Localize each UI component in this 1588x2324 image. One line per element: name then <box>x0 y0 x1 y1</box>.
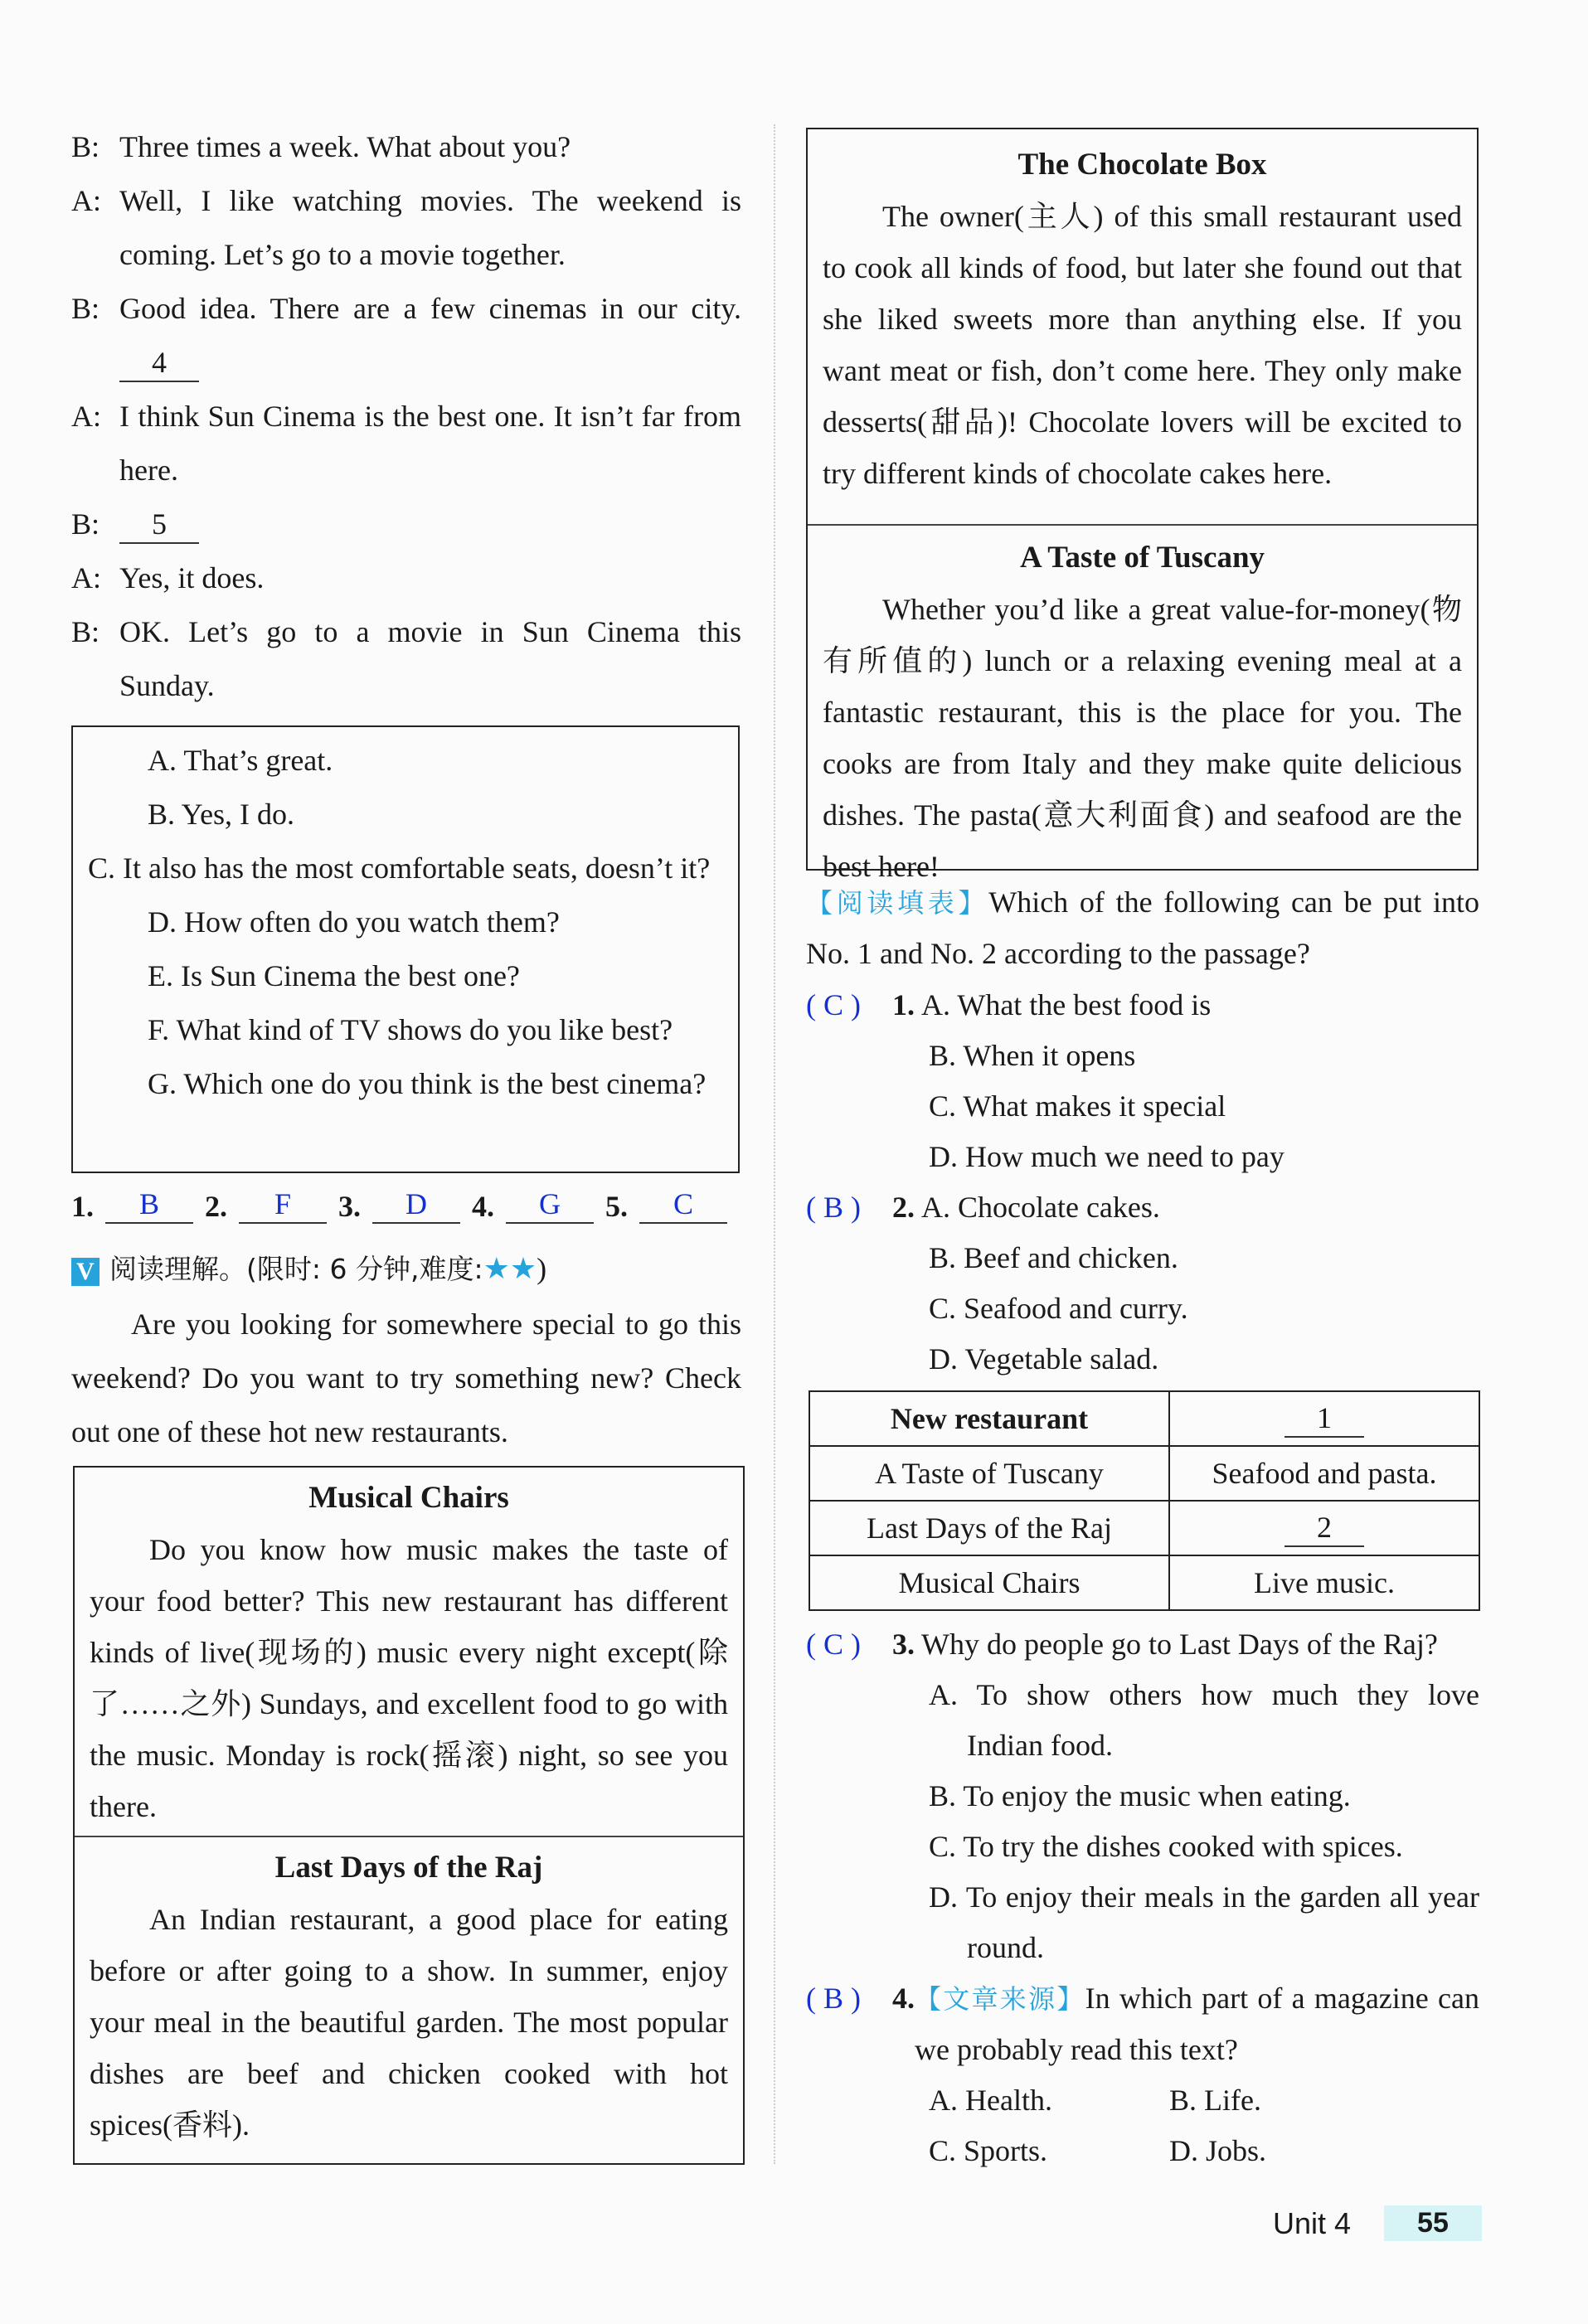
answer-blank[interactable]: 5 <box>119 506 199 544</box>
question-3: ( C ) 3. Why do people go to Last Days of the Raj? A. To show others how much they love Indian food. B. To enjoy the music when eating. C. To try the dishes cooked with spices. D. To enjoy their meals in the garden all year round. ( B ) 4. 【文章来源】In which part of a magazine can we probably read this text? A. Health. B. Life. C. Sports. D. Jobs. <box>806 1619 1479 2176</box>
answer-paren[interactable]: ( B ) <box>806 1982 861 2015</box>
dialogue-line: A: Yes, it does. <box>71 561 265 594</box>
table-row: New restaurant 1 <box>809 1391 1479 1446</box>
dialogue-line: B: OK. Let’s go to a movie in Sun Cinema this Sunday. <box>71 615 741 702</box>
table-row: A Taste of Tuscany Seafood and pasta. <box>809 1446 1479 1501</box>
option: F. What kind of TV shows do you like best? <box>148 1013 673 1046</box>
answer-paren[interactable]: ( C ) <box>806 1628 861 1661</box>
option: B. Yes, I do. <box>148 798 295 831</box>
answer-4[interactable]: G <box>506 1186 594 1224</box>
option: A. That’s great. <box>148 744 333 777</box>
dialogue-line: B: 5 <box>71 497 741 551</box>
option: C. It also has the most comfortable seats, doesn’t it? <box>88 851 711 885</box>
restaurant-table <box>809 1390 1480 1611</box>
restaurant-taste-of-tuscany: A Taste of Tuscany Whether you’d like a great value-for-money(物有所值的) lunch or a relaxing evening meal at a fantastic restaurant, this is the place for you. The cooks are from Italy and they make quite delicious dishes. The pasta(意大利面食) and seafood are the best here! <box>823 541 1462 883</box>
table-blank-1[interactable]: 1 <box>1284 1400 1364 1438</box>
answer-2[interactable]: F <box>239 1186 327 1224</box>
answer-1[interactable]: B <box>105 1186 193 1224</box>
fill-table-instruction: 【阅读填表】Which of the following can be put into No. 1 and No. 2 according to the passage? <box>806 885 1479 970</box>
answer-row: 1. B 2. F 3. D 4. G 5. C <box>71 1186 751 1224</box>
answer-paren[interactable]: ( C ) <box>806 988 861 1021</box>
restaurant-last-days-of-the-raj: Last Days of the Raj An Indian restaurant, a good place for eating before or after going to a show. In summer, enjoy your meal in the beautiful garden. The most popular dishes are beef and chicken cooked with hot spices(香料). <box>90 1851 728 2142</box>
question-1: ( C ) 1. A. What the best food is B. When it opens C. What makes it special D. How much we need to pay ( B ) 2. A. Chocolate cakes. B. Beef and chicken. C. Seafood and curry. D. Vegetable salad. <box>806 980 1479 1385</box>
unit-label: Unit 4 <box>1273 2205 1352 2240</box>
answer-paren[interactable]: ( B ) <box>806 1191 861 1224</box>
dialogue <box>71 120 741 713</box>
answer-5[interactable]: C <box>639 1186 727 1224</box>
restaurant-musical-chairs: Musical Chairs Do you know how music makes the taste of your food better? This new restaurant has different kinds of live(现场的) music every night except(除了……之外) Sundays, and excellent food to go with the music. Monday is rock(摇滚) night, so see you there. <box>90 1481 728 1823</box>
restaurant-box-left <box>73 1466 745 2165</box>
column-separator <box>774 124 775 2164</box>
footer <box>1273 2205 1482 2241</box>
section-number-badge: V <box>71 1258 100 1286</box>
page-number: 55 <box>1384 2205 1482 2241</box>
difficulty-stars: ★★ <box>483 1252 537 1285</box>
dialogue-line: A: I think Sun Cinema is the best one. It isn’t far from here. <box>71 400 741 487</box>
table-blank-2[interactable]: 2 <box>1284 1509 1364 1547</box>
answer-blank[interactable]: 4 <box>119 344 199 382</box>
dialogue-line: A: Well, I like watching movies. The weekend is coming. Let’s go to a movie together. <box>71 184 741 271</box>
option: G. Which one do you think is the best cinema? <box>148 1067 707 1100</box>
intro-paragraph: Are you looking for somewhere special to go this weekend? Do you want to try something new? Check out one of these hot new restaurants. <box>71 1308 741 1448</box>
section-heading: V 阅读理解。(限时: 6 分钟,难度:★★) <box>71 1248 546 1290</box>
option: D. How often do you watch them? <box>148 905 560 939</box>
answer-3[interactable]: D <box>372 1186 460 1224</box>
table-row: Musical Chairs Live music. <box>809 1555 1479 1610</box>
dialogue-line: B: Three times a week. What about you? <box>71 130 571 163</box>
dialogue-line: B: Good idea. There are a few cinemas in our city. 4 <box>71 282 741 390</box>
table-row: Last Days of the Raj 2 <box>809 1501 1479 1555</box>
restaurant-chocolate-box: The Chocolate Box The owner(主人) of this small restaurant used to cook all kinds of food, but later she found out that she liked sweets more than anything else. If you want meat or fish, don’t come here. They only make desserts(甜品)! Chocolate lovers will be excited to try different kinds of chocolate cakes here. <box>823 148 1462 490</box>
restaurant-box-right <box>806 128 1479 883</box>
options-box <box>71 725 740 1173</box>
option: E. Is Sun Cinema the best one? <box>148 959 520 992</box>
